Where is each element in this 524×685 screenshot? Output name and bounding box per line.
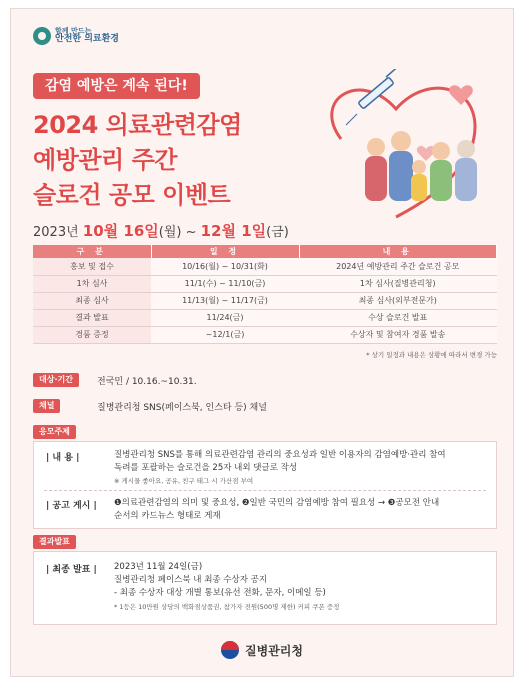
contest-box	[33, 441, 497, 529]
table-row	[33, 292, 497, 309]
family-people-icon	[365, 131, 477, 201]
period-year: 2023년	[33, 225, 79, 240]
table-cell: 홍보 및 접수	[33, 258, 151, 275]
table-row	[33, 275, 497, 292]
table-cell: 결과 발표	[33, 309, 151, 326]
contest-content-line2: 독려를 포괄하는 슬로건을 25자 내외 댓글로 작성	[114, 463, 298, 473]
table-cell: ~12/1(금)	[151, 326, 299, 343]
logo-line1: 함께 만드는	[55, 26, 92, 35]
table-cell: 경품 증정	[33, 326, 151, 343]
family-heart-illustration	[301, 69, 511, 219]
result-line3: - 최종 수상자 대상 개별 통보(유선 전화, 문자, 이메일 등)	[114, 588, 326, 598]
table-cell: 2024년 예방관리 주간 슬로건 공모	[299, 258, 497, 275]
contest-divider	[44, 490, 486, 491]
table-cell: 최종 심사(외부전문가)	[299, 292, 497, 309]
table-cell: 1차 심사(질병관리청)	[299, 275, 497, 292]
table-cell: 11/13(월) ~ 11/17(금)	[151, 292, 299, 309]
result-final-label: | 최종 발표 |	[46, 565, 97, 575]
kdca-logo	[221, 641, 303, 659]
table-cell: 11/24(금)	[151, 309, 299, 326]
contest-post-line2: 순서의 카드뉴스 형태로 게재	[114, 511, 221, 521]
headline-tag: 감염 예방은 계속 된다!	[33, 73, 200, 99]
contest-content-line1: 질병관리청 SNS를 통해 의료관련감염 관리의 중요성과 일반 이용자의 감염예방·관리 참여	[114, 450, 446, 460]
period-start: 10월 16일	[82, 222, 159, 240]
target-label: 대상·기간	[33, 373, 79, 387]
contest-label: 응모주제	[33, 425, 76, 439]
period-end-day: (금)	[266, 225, 289, 240]
logo-line2: 안전한 의료환경	[55, 33, 119, 44]
contest-content-note: ※ 게시물 좋아요, 공유, 친구 태그 시 가산점 부여	[114, 477, 254, 485]
result-line1: 2023년 11월 24일(금)	[114, 562, 203, 572]
syringe-icon	[346, 69, 401, 125]
taegeuk-icon	[221, 641, 239, 659]
period-separator: ~	[181, 225, 201, 240]
schedule-col-header: 일 정	[151, 245, 299, 258]
result-label: 결과발표	[33, 535, 76, 549]
contest-content-label: | 내 용 |	[46, 453, 80, 463]
campaign-logo	[33, 27, 119, 45]
table-cell: 수상 슬로건 발표	[299, 309, 497, 326]
logo-mark-icon	[33, 27, 51, 45]
result-line2: 질병관리청 페이스북 내 최종 수상자 공지	[114, 575, 268, 585]
result-box	[33, 551, 497, 625]
table-row	[33, 326, 497, 343]
contest-post-label: | 공고 게시 |	[46, 501, 97, 511]
schedule-col-header: 내 용	[299, 245, 497, 258]
title-line-2: 예방관리 주간	[33, 146, 177, 174]
poster	[10, 8, 514, 677]
schedule-table	[33, 245, 497, 344]
org-name: 질병관리청	[245, 643, 303, 658]
table-row	[33, 258, 497, 275]
schedule-header-row	[33, 245, 497, 258]
table-cell: 1차 심사	[33, 275, 151, 292]
period-start-day: (월)	[158, 225, 182, 240]
contest-post-line1: ❶의료관련감염의 의미 및 중요성, ❷일반 국민의 감염예방 참여 필요성 → ❸공모전 안내	[114, 498, 440, 508]
table-cell: 11/1(수) ~ 11/10(금)	[151, 275, 299, 292]
table-row	[33, 309, 497, 326]
schedule-note: * 상기 일정과 내용은 상황에 따라서 변경 가능	[366, 351, 497, 359]
title-line-3: 슬로건 공모 이벤트	[33, 181, 231, 209]
title-line-1: 2024 의료관련감염	[33, 111, 242, 139]
table-cell: 수상자 및 참여자 경품 발송	[299, 326, 497, 343]
table-cell: 최종 심사	[33, 292, 151, 309]
channel-label: 채널	[33, 399, 60, 413]
schedule-col-header: 구 분	[33, 245, 151, 258]
target-value: 전국민 / 10.16.~10.31.	[97, 377, 197, 387]
table-cell: 10/16(월) ~ 10/31(화)	[151, 258, 299, 275]
result-note: * 1등은 10만원 상당의 백화점상품권, 참가자 전원(500명 제한) 커피 쿠폰 증정	[114, 603, 340, 611]
period-end: 12월 1일	[200, 222, 267, 240]
channel-value: 질병관리청 SNS(페이스북, 인스타 등) 채널	[97, 403, 267, 413]
event-period	[33, 220, 289, 241]
